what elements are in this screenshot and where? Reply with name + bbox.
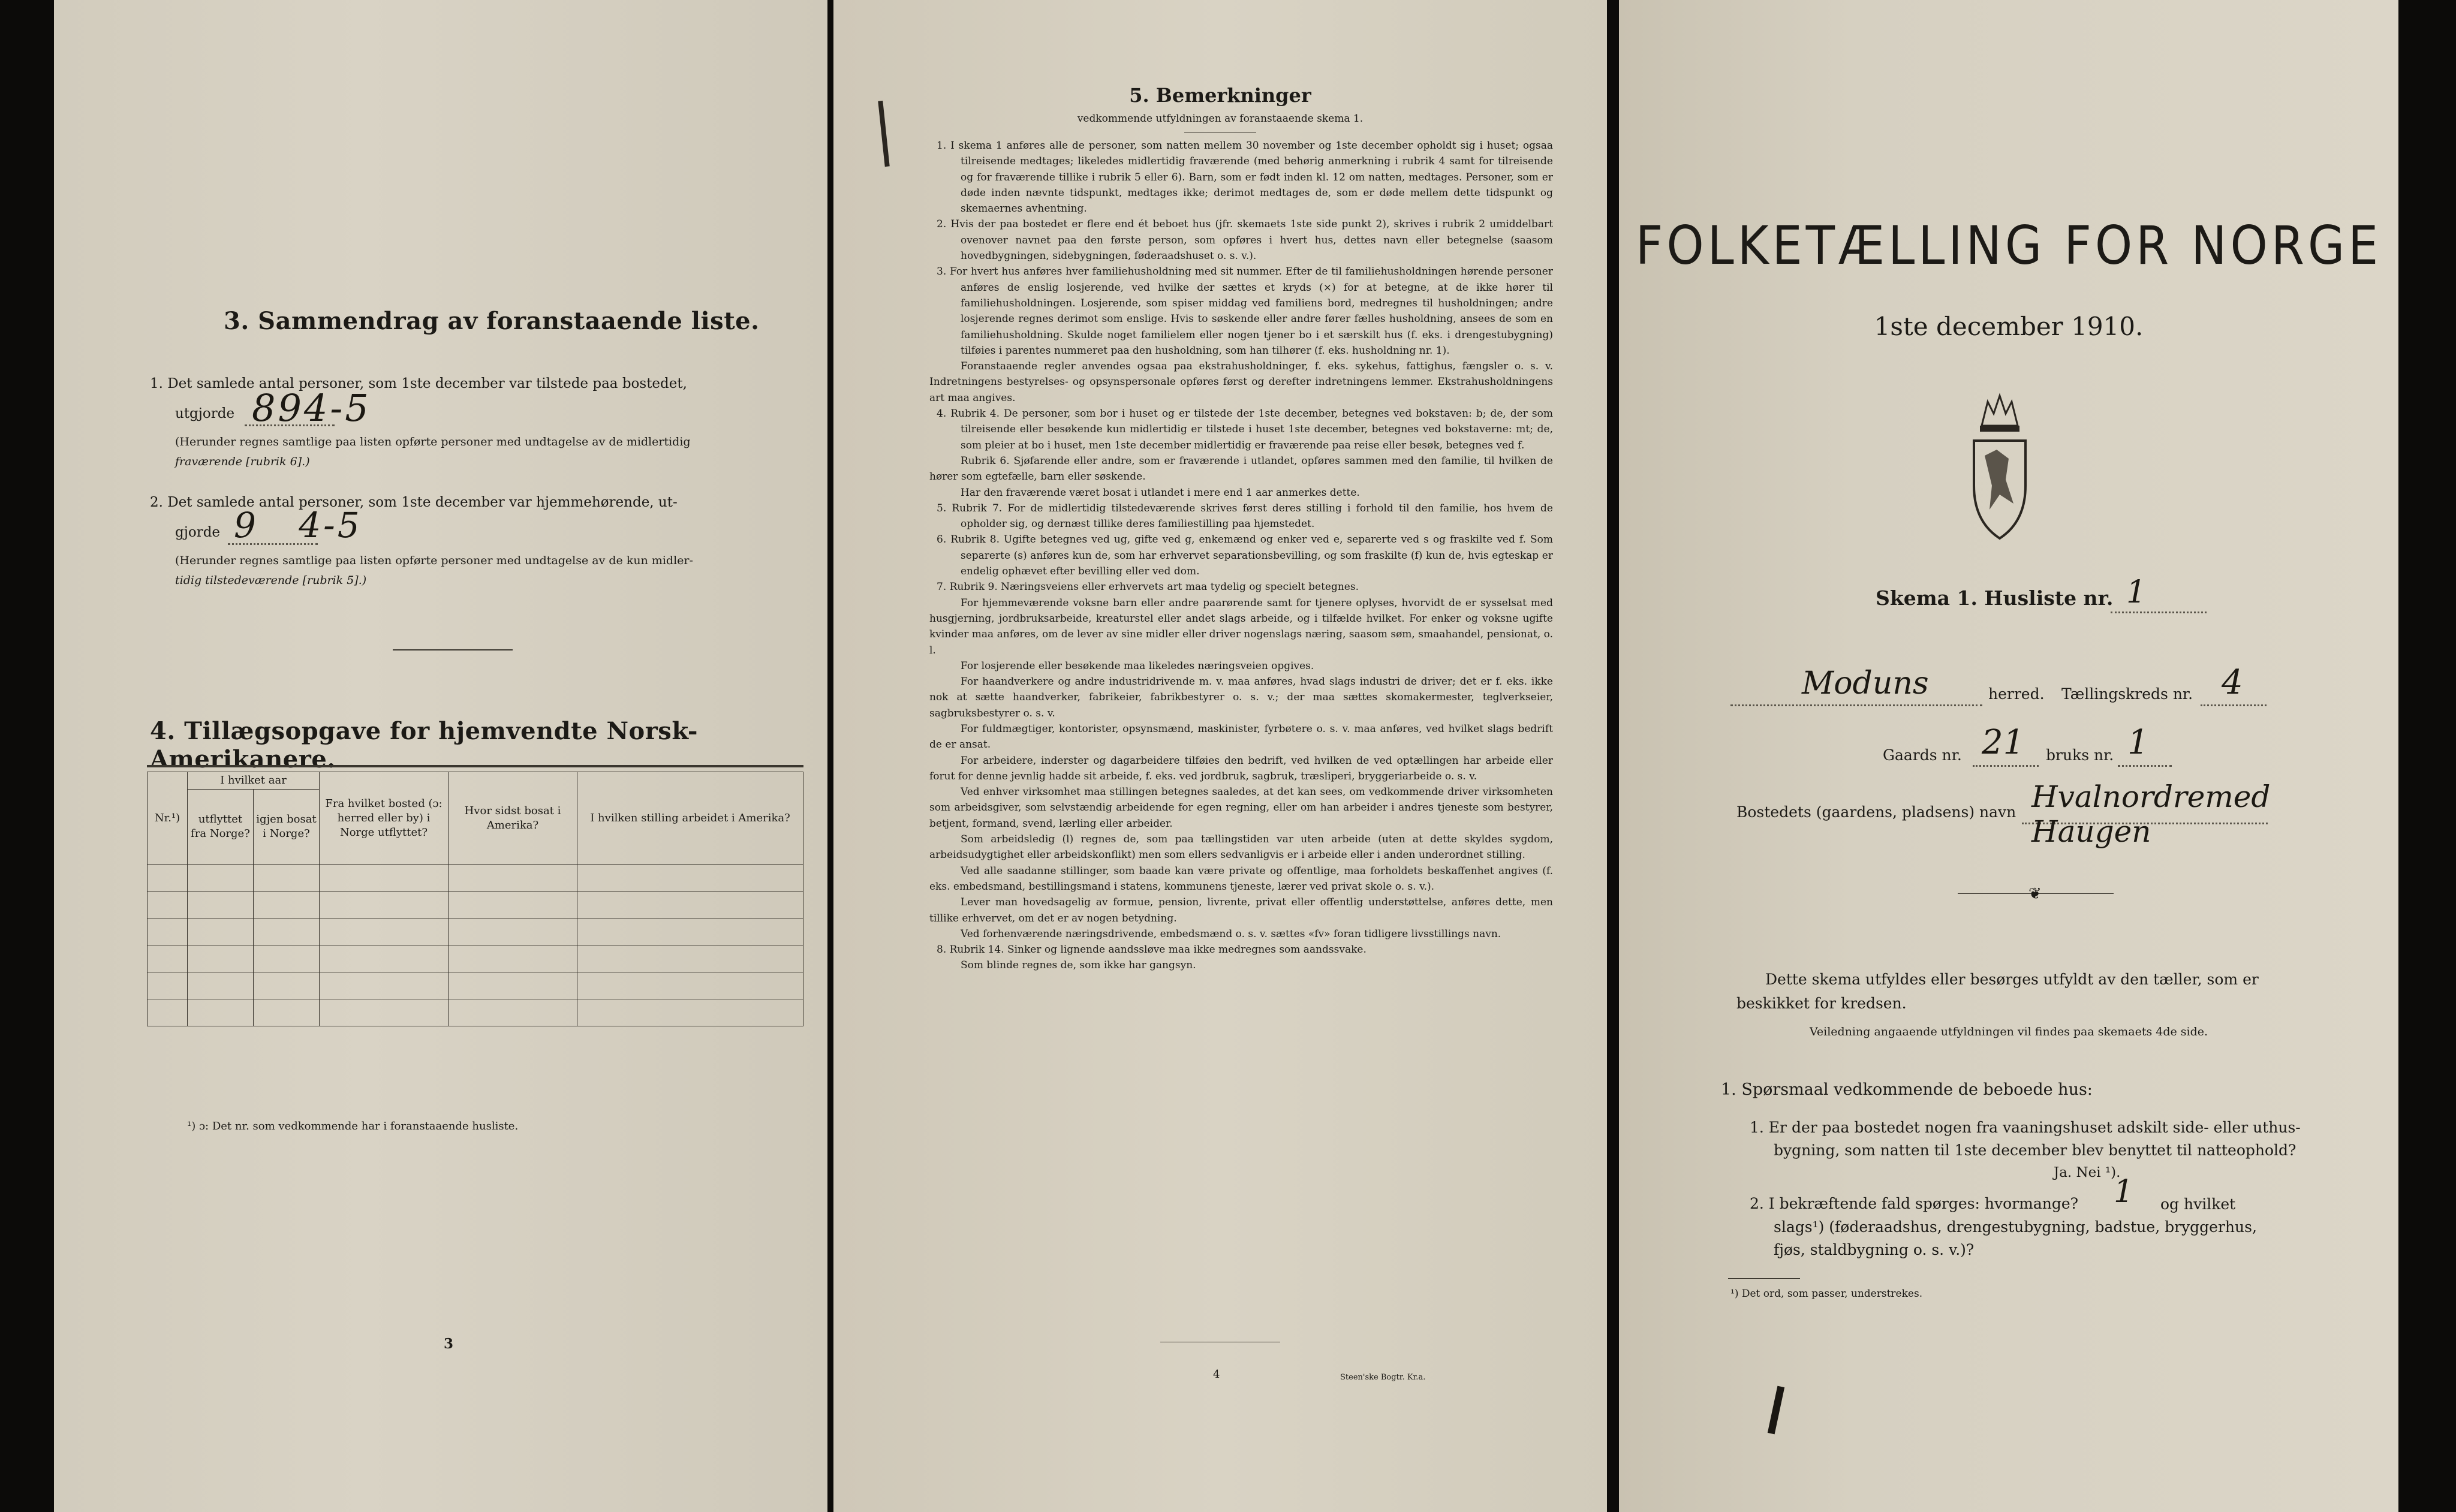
- remark-paragraph: 6. Rubrik 8. Ugifte betegnes ved ug, gifte ved g, enkemænd og enker ved e, separerte ved s og fraskilte ved f. Som separerte (s) anføres kun de, som har erhvervet separationsbevilling, og som fraskilte (f) kun de, hvis egteskap er endelig ophævet efter bevilling eller ved dom.: [937, 534, 1553, 578]
- section4-title: 4. Tillægsopgave for hjemvendte Norsk-Amerikanere.: [150, 717, 699, 773]
- skema-label: Skema 1. Husliste nr.: [1876, 586, 2114, 610]
- coat-of-arms-icon: [1967, 390, 2033, 546]
- gaards-label: Gaards nr.: [1883, 746, 1962, 764]
- remark-paragraph: Foranstaaende regler anvendes ogsaa paa ekstrahusholdninger, f. eks. sykehus, fattighus, fængsler o. s. v. Indretningens bestyrelses- og opsynspersonale opføres først og derefter indretningens lemmer. Ekstrahusholdningens art maa angives.: [929, 360, 1553, 404]
- remarks-body: [929, 138, 1553, 974]
- instruction-text: Dette skema utfyldes eller besørges utfyldt av den tæller, som er beskikket for kredsen.: [1736, 971, 2259, 1012]
- norsk-amerikanere-table: [147, 772, 803, 1026]
- item1-prefix: utgjorde: [175, 406, 235, 421]
- printer-imprint: Steen'ske Bogtr. Kr.a.: [1340, 1373, 1426, 1382]
- col-fra-bosted: Fra hvilket bosted (ɔ: herred eller by) i Norge utflyttet?: [320, 772, 449, 865]
- table-row: [148, 865, 803, 891]
- bosted-label: Bostedets (gaardens, pladsens) navn: [1736, 803, 2016, 821]
- item2-note2: tidig tilstedeværende [rubrik 5].): [175, 574, 367, 587]
- ink-mark: [1768, 1386, 1784, 1435]
- remark-paragraph: For losjerende eller besøkende maa likeledes næringsveien opgives.: [961, 659, 1314, 672]
- table-row: [148, 945, 803, 972]
- remark-paragraph: Ved alle saadanne stillinger, som baade kan være private og offentlige, maa forholdets beskaffenhet angives (f. eks. embedsmand, bestillingsmand i statens, kommunens tjeneste, lærer ved privat skole o. s. v.).: [929, 865, 1553, 893]
- remark-paragraph: Har den fraværende været bosat i utlandet i mere end 1 aar anmerkes dette.: [961, 486, 1360, 499]
- kreds-value: 4: [2222, 663, 2243, 702]
- left-page: [54, 0, 827, 1512]
- footnote-rule: [1728, 1278, 1800, 1279]
- col-nr: Nr.¹): [148, 772, 188, 865]
- questions-heading: 1. Spørsmaal vedkommende de beboede hus:: [1721, 1080, 2093, 1099]
- bruks-value: 1: [2127, 723, 2149, 762]
- kreds-dotline: [2201, 704, 2267, 706]
- remark-paragraph: Lever man hovedsagelig av formue, pension, livrente, privat eller offentlig understøttelse, anføres dette, men tillike erhvervet, om det er av nogen betydning.: [929, 896, 1553, 924]
- item1-value: 894-5: [252, 386, 371, 430]
- question-1-answer: Ja. Nei ¹).: [2054, 1165, 2121, 1180]
- herred-label: herred.: [1988, 685, 2045, 703]
- col-stilling: I hvilken stilling arbeidet i Amerika?: [577, 772, 803, 865]
- table-row: [148, 972, 803, 999]
- bosted-value: Hvalnordremed Haugen: [2031, 779, 2271, 849]
- remark-paragraph: 2. Hvis der paa bostedet er flere end ét beboet hus (jfr. skemaets 1ste side punkt 2), skrives i rubrik 2 umiddelbart ovenover navnet paa den første person, som opføres i hvert hus, dettes navn eller betegnelse (saasom hovedbygningen, sidebygningen, føderaadshuset o. s. v.).: [937, 218, 1553, 263]
- item1-note2: fraværende [rubrik 6].): [175, 455, 310, 468]
- question-1: 1. Er der paa bostedet nogen fra vaaningshuset adskilt side- eller uthus-bygning, som natten til 1ste december blev benyttet til natteophold?: [1750, 1119, 2301, 1159]
- table-top-rule: [147, 765, 803, 767]
- question-2-prefix: 2. I bekræftende fald spørges: hvormange?: [1750, 1195, 2079, 1212]
- remark-paragraph: 1. I skema 1 anføres alle de personer, som natten mellem 30 november og 1ste december opholdt sig i huset; ogsaa tilreisende medtages; likeledes midlertidig fraværende (med behørig anmerkning i rubrik 4 samt for tilreisende og for fraværende tillike i rubrik 5 eller 6). Barn, som er født inden kl. 12 om natten, medtages. Personer, som er døde inden nævnte tidspunkt, medtages ikke; derimot medtages de, som er døde mellem dette tidspunkt og skemaernes avhentning.: [937, 140, 1553, 215]
- page-number: 4: [1213, 1368, 1220, 1381]
- remark-paragraph: Ved forhenværende næringsdrivende, embedsmænd o. s. v. sættes «fv» foran tidligere livsstillings navn.: [961, 927, 1501, 940]
- remarks-title: 5. Bemerkninger: [1129, 84, 1311, 107]
- col-group-aar: I hvilket aar: [188, 772, 320, 790]
- divider: [393, 649, 513, 650]
- kreds-label: Tællingskreds nr.: [2061, 685, 2193, 703]
- remark-paragraph: Som arbeidsledig (l) regnes de, som paa tællingstiden var uten arbeide (uten at dette skyldes sygdom, arbeidsudygtighet eller arbeidskonflikt) men som ellers sedvanligvis er i arbeide eller i anden underordnet stilling.: [929, 833, 1553, 862]
- document-date: 1ste december 1910.: [1874, 312, 2144, 341]
- table-row: [148, 891, 803, 918]
- remark-paragraph: For haandverkere og andre industridrivende m. v. maa anføres, hvad slags industri de driver; det er f. eks. ikke nok at sætte haandverker, fabrikeier, fabrikbestyrer o. s. v.; der maa sættes skomakermester, teglverkseier, sagbruksbestyrer o. s. v.: [929, 676, 1553, 719]
- col-hvor-bosat: Hvor sidst bosat i Amerika?: [449, 772, 577, 865]
- ornament-icon: ❦: [2028, 885, 2042, 903]
- question-2-value: 1: [2114, 1174, 2134, 1210]
- table-row: [148, 999, 803, 1026]
- remark-paragraph: For fuldmægtiger, kontorister, opsynsmænd, maskinister, fyrbøtere o. s. v. maa anføres, ved hvilket slags bedrift de er ansat.: [929, 722, 1553, 751]
- remark-paragraph: 5. Rubrik 7. For de midlertidig tilstedeværende skrives først deres stilling i forhold til den familie, hos hvem de opholder sig, og dernæst tillike deres familiestilling paa hjemstedet.: [937, 502, 1553, 531]
- document-title: FOLKETÆLLING FOR NORGE: [1635, 215, 2382, 276]
- remarks-subtitle: vedkommende utfyldningen av foranstaaende skema 1.: [1077, 113, 1364, 125]
- item1-line1: 1. Det samlede antal personer, som 1ste december var tilstede paa bostedet,: [150, 376, 687, 391]
- remark-paragraph: 3. For hvert hus anføres hver familiehusholdning med sit nummer. Efter de til familiehusholdningen hørende personer anføres de enslig losjerende, ved hvilke der sættes et kryds (×) for at betegne, at de ikke hører til familiehusholdningen. Losjerende, som spiser middag ved familiens bord, medregnes til husholdningen; andre losjerende regnes derimot som enslige. Hvis to søskende eller andre fører fælles husholdning, ansees de som en familiehusholdning. Skulde noget familielem eller nogen tjener bo i et særskilt hus (f. eks. i drengestubygning) tilføies i parentes nummeret paa den husholdning, som han tilhører (f. eks. husholdning nr. 1).: [937, 266, 1553, 357]
- item2-value: 9 4-5: [234, 505, 362, 546]
- husliste-nr-value: 1: [2126, 574, 2147, 610]
- remark-paragraph: Rubrik 6. Sjøfarende eller andre, som er fraværende i utlandet, opføres sammen med den familie, til hvilken de hører som egtefælle, barn eller søskende.: [929, 454, 1553, 483]
- remark-paragraph: 4. Rubrik 4. De personer, som bor i huset og er tilstede der 1ste december, betegnes ved bokstaven: b; de, der som tilreisende eller besøkende kun midlertidig er tilstede i huset 1ste december, betegnes ved bokstaverne: mt; de, som pleier at bo i huset, men 1ste december midlertidig er fraværende paa reise eller besøk, betegnes ved f.: [937, 408, 1553, 451]
- col-utflyttet: utflyttet fra Norge?: [188, 790, 254, 865]
- gaards-value: 21: [1982, 723, 2025, 762]
- col-igjen-bosat: igjen bosat i Norge?: [254, 790, 320, 865]
- remark-paragraph: For arbeidere, inderster og dagarbeidere tilføies den bedrift, ved hvilken de ved optællingen har arbeide eller forut for denne jevnlig hadde sit arbeide, f. eks. ved jordbruk, sagbruk, træsliperi, bryggeriarbeide o. s. v.: [929, 754, 1553, 782]
- remark-paragraph: Som blinde regnes de, som ikke har gangsyn.: [961, 959, 1196, 972]
- herred-value: Moduns: [1802, 665, 1929, 701]
- instruction-note: Veiledning angaaende utfyldningen vil findes paa skemaets 4de side.: [1809, 1025, 2208, 1038]
- table-row: [148, 918, 803, 945]
- remark-paragraph: 7. Rubrik 9. Næringsveiens eller erhvervets art maa tydelig og specielt betegnes.: [937, 581, 1359, 594]
- remark-paragraph: 8. Rubrik 14. Sinker og lignende aandssløve maa ikke medregnes som aandssvake.: [937, 944, 1367, 956]
- item2-line1: 2. Det samlede antal personer, som 1ste december var hjemmehørende, ut-: [150, 495, 678, 510]
- item2-prefix: gjorde: [175, 525, 221, 540]
- table-footnote: ¹) ɔ: Det nr. som vedkommende har i foranstaaende husliste.: [187, 1120, 519, 1133]
- page-number: 3: [444, 1336, 454, 1352]
- gaards-dotline: [1973, 765, 2039, 767]
- section3-title: 3. Sammendrag av foranstaaende liste.: [224, 307, 760, 335]
- bruks-label: bruks nr.: [2046, 746, 2114, 764]
- item1-note1: (Herunder regnes samtlige paa listen opførte personer med undtagelse av de midlertidig: [175, 435, 691, 448]
- middle-page: [833, 0, 1607, 1512]
- herred-dotline: [1730, 704, 1982, 706]
- question-2-suffix: og hvilket slags¹) (føderaadshus, drengestubygning, badstue, bryggerhus, fjøs, staldbygning o. s. v.)?: [1774, 1195, 2257, 1258]
- remark-paragraph: For hjemmeværende voksne barn eller andre paarørende samt for tjenere oplyses, hvorvidt de er sysselsat med husgjerning, jordbruksarbeide, kreaturstel eller andet slags arbeide, og i tilfælde hvilket. For enker og voksne ugifte kvinder maa anføres, om de lever av sine midler eller driver nogenslags næring, saasom søm, smaahandel, pensionat, o. l.: [929, 597, 1553, 656]
- paper-mark: [878, 101, 889, 167]
- remark-paragraph: Ved enhver virksomhet maa stillingen betegnes saaledes, at det kan sees, om vedkommende driver virksomheten som arbeidsgiver, som selvstændig arbeidende for egen regning, eller om han arbeider i andres tjeneste som bestyrer, betjent, formand, svend, lærling eller arbeider.: [929, 786, 1553, 830]
- footnote: ¹) Det ord, som passer, understrekes.: [1730, 1288, 1923, 1300]
- bruks-dotline: [2118, 765, 2172, 767]
- item2-note1: (Herunder regnes samtlige paa listen opførte personer med undtagelse av de kun midler-: [175, 554, 693, 567]
- right-page: [1619, 0, 2398, 1512]
- husliste-dotline: [2111, 612, 2207, 613]
